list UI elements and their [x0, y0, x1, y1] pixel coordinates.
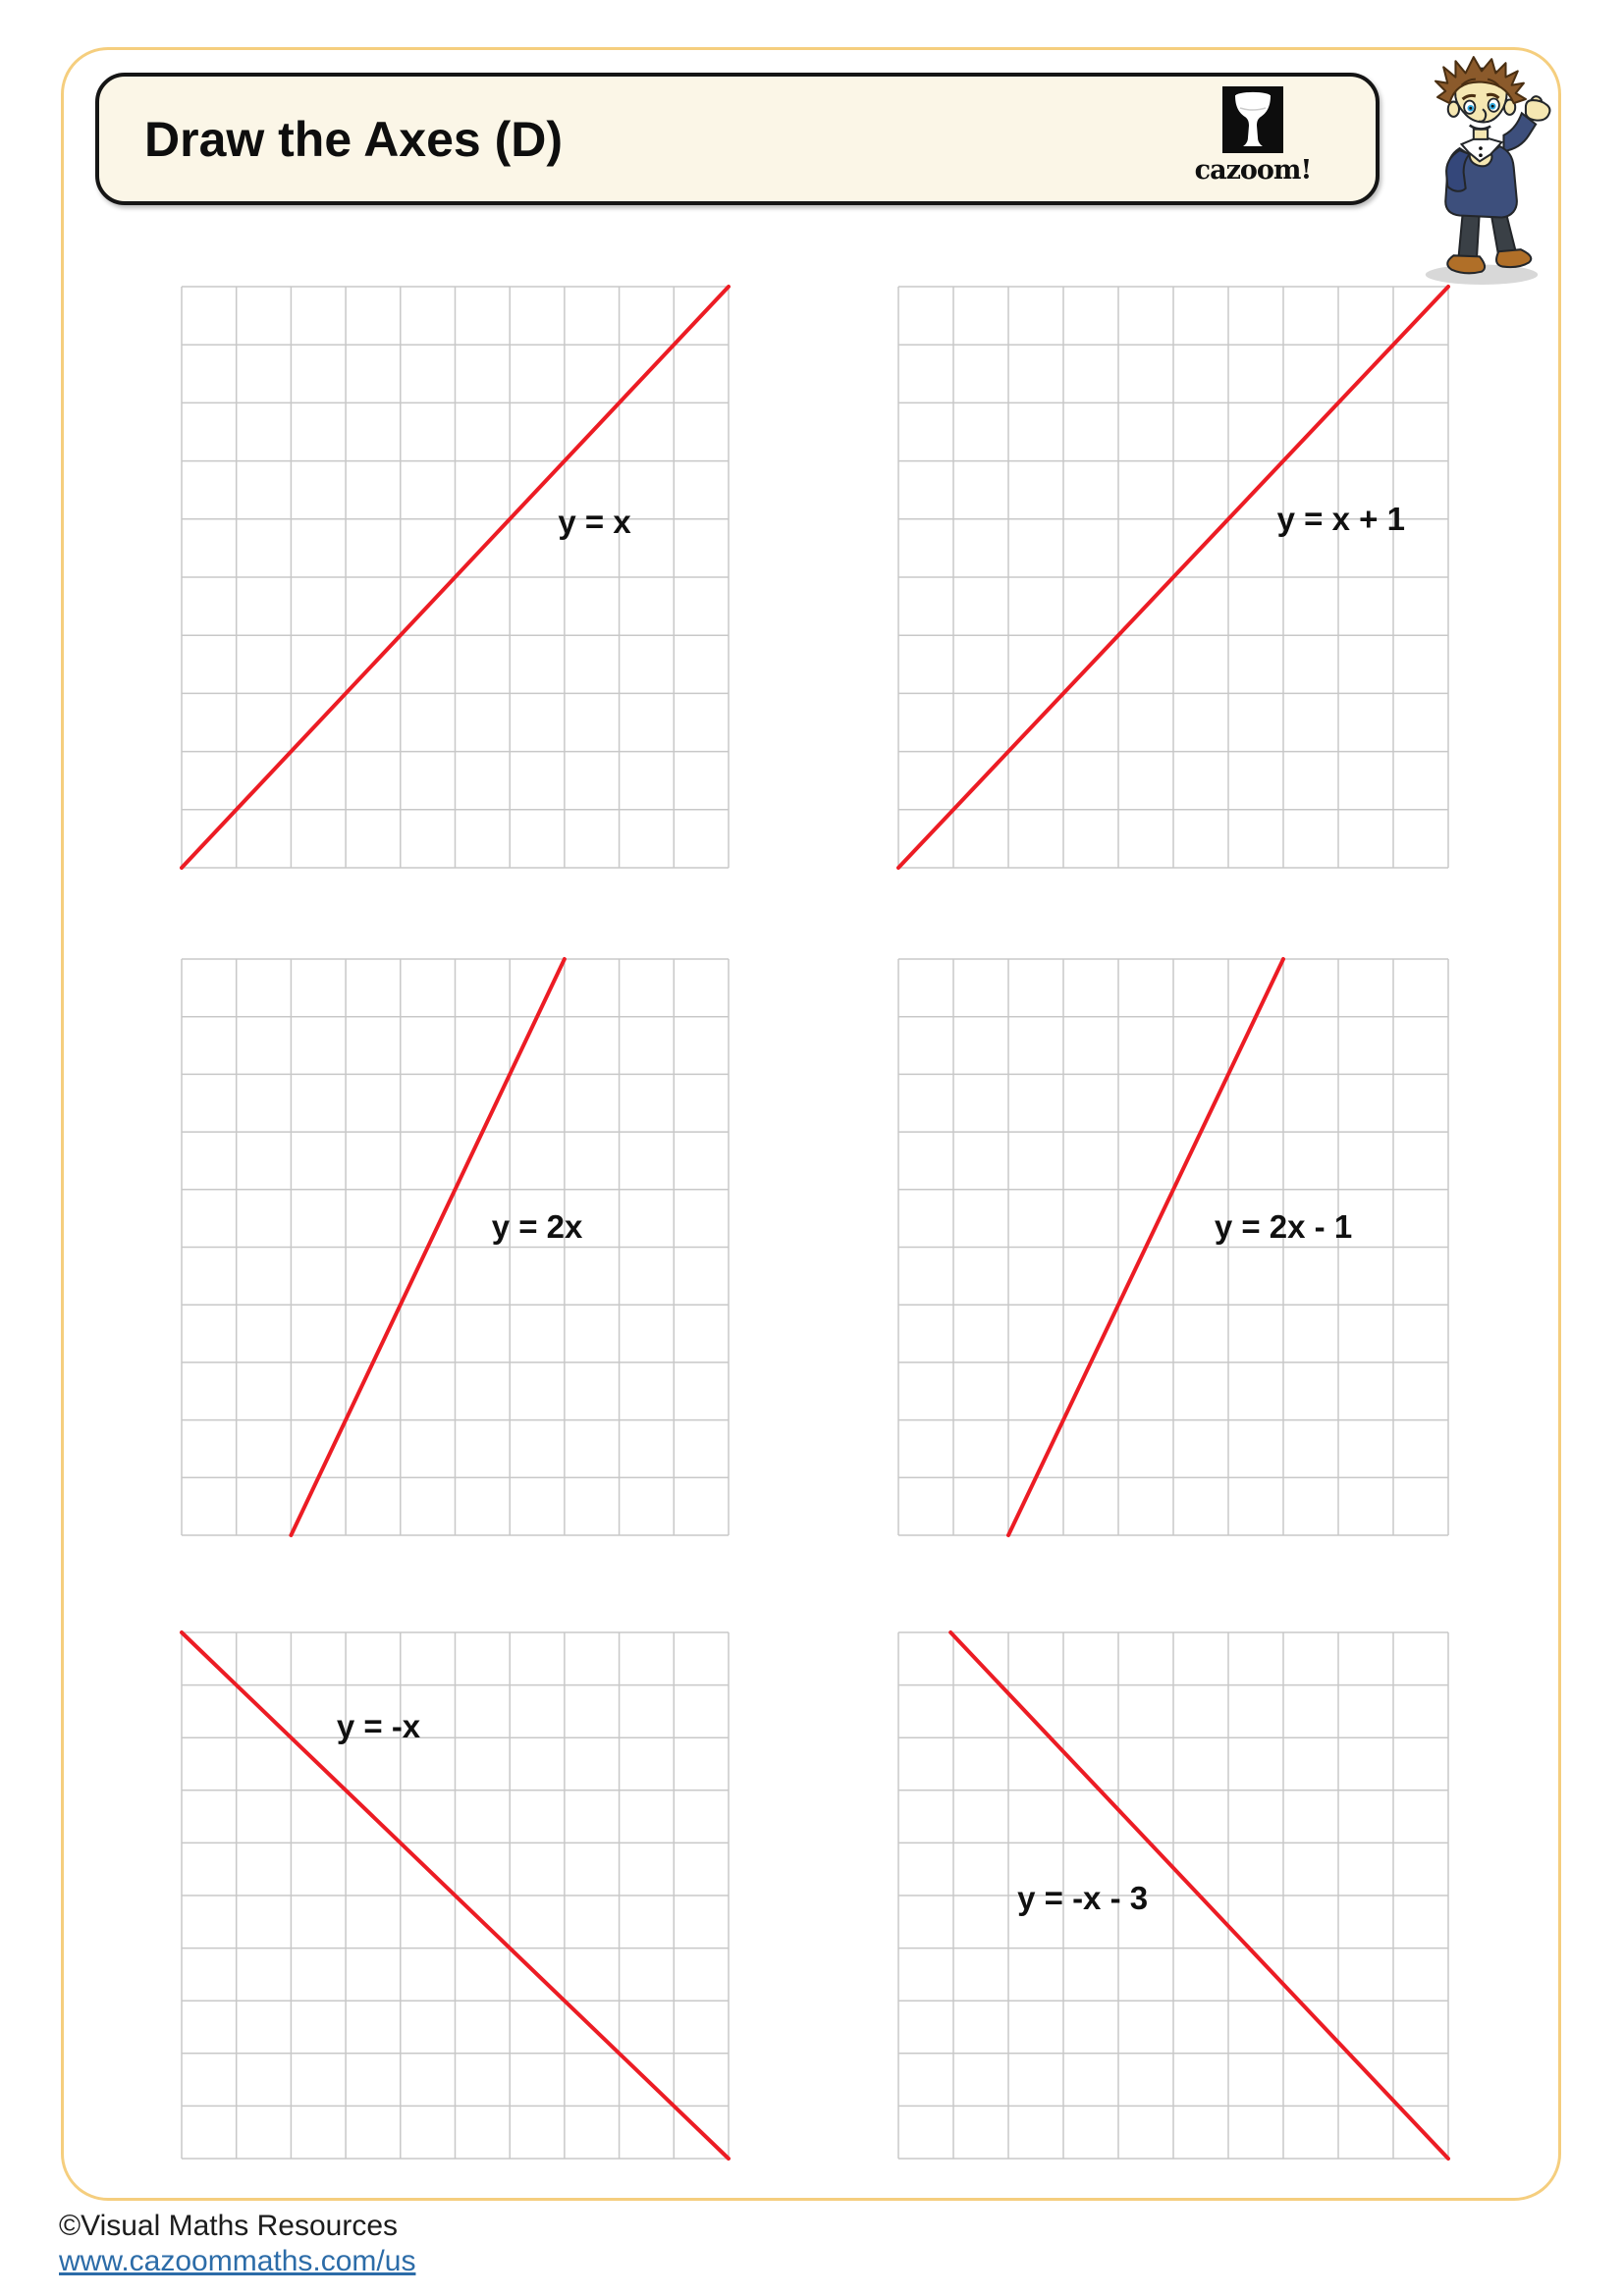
equation-label: y = -x [336, 1708, 421, 1745]
footer-copyright: ©Visual Maths Resources [59, 2210, 399, 2242]
graph-panel-3 [182, 959, 729, 1535]
equation-label: y = x [558, 503, 631, 540]
footer-link[interactable]: www.cazoommaths.com/us [59, 2245, 416, 2277]
mascot-boy-illustration [1399, 51, 1564, 287]
header [95, 73, 1380, 205]
page-title: Draw the Axes (D) [144, 111, 564, 167]
equation-label: y = -x - 3 [1017, 1879, 1149, 1916]
grid-lines [182, 959, 729, 1535]
equation-label: y = 2x [491, 1207, 583, 1245]
graph-panel-2 [898, 287, 1448, 868]
graph-panel-6 [898, 1632, 1448, 2159]
cazoom-logo [1179, 86, 1326, 186]
equation-label: y = x + 1 [1276, 500, 1405, 537]
cazoom-vase-icon [1222, 86, 1283, 153]
graph-panel-5 [182, 1632, 729, 2159]
grid-plot [182, 1632, 729, 2159]
grid-lines [898, 959, 1448, 1535]
cazoom-logo-text: cazoom! [1194, 155, 1312, 186]
grid-plot [182, 959, 729, 1535]
grid-lines [898, 1632, 1448, 2159]
grid-plot [898, 959, 1448, 1535]
grid-plot [182, 287, 729, 868]
graph-panel-1 [182, 287, 729, 868]
equation-label: y = 2x - 1 [1214, 1207, 1353, 1245]
graph-panel-4 [898, 959, 1448, 1535]
footer [59, 2209, 415, 2279]
grid-plot [898, 287, 1448, 868]
grid-plot [898, 1632, 1448, 2159]
